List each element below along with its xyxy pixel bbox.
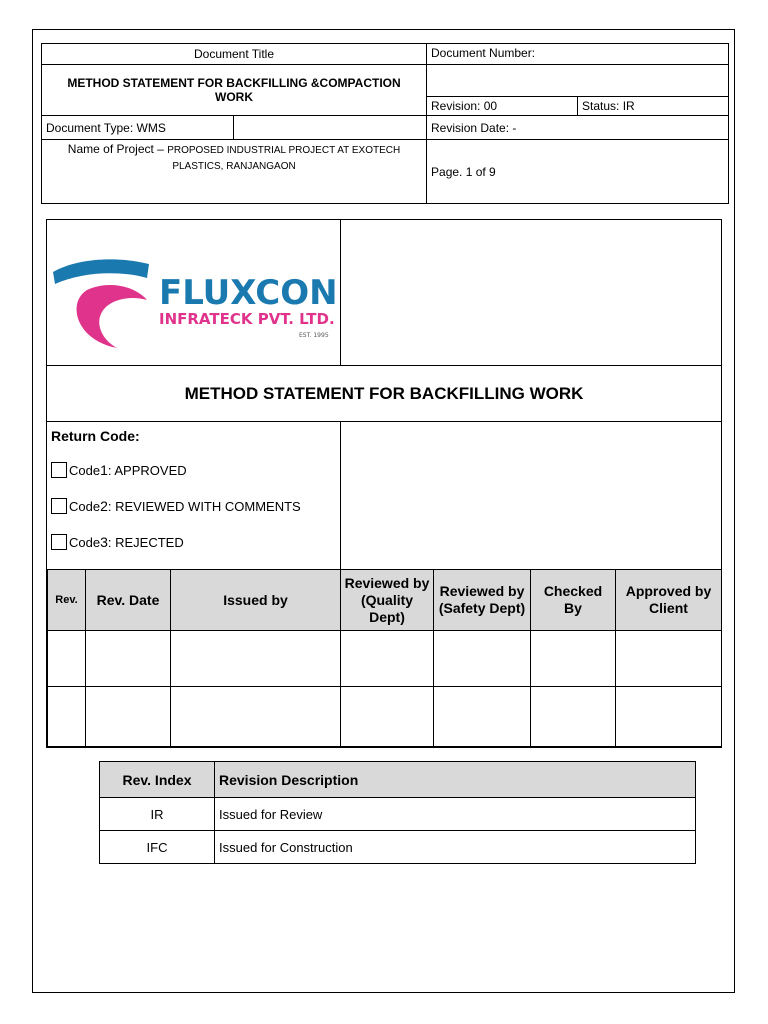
logo-swoosh-pink [77,285,147,348]
code-1-prefix: Code [69,462,101,478]
table-row [100,798,696,831]
doc-number-label: Document Number: [427,44,729,65]
code-3-num: 3 [100,534,108,550]
table-cell [434,687,531,747]
revision-description-cell: Issued for Construction [215,831,696,864]
company-logo [47,220,341,366]
rev-index-header: Rev. Index [100,762,215,798]
revision-table [47,569,722,747]
doc-type-empty [234,116,427,140]
main-box [46,219,722,748]
logo-est-text: EST. 1995 [299,332,329,339]
table-cell [86,687,171,747]
table-cell [48,631,86,687]
project-cell [42,140,427,204]
rev-date-header: Rev. Date [86,570,171,631]
table-row [100,831,696,864]
code-3-row [51,534,184,550]
table-row [48,631,722,687]
table-cell [616,687,722,747]
table-cell [341,631,434,687]
table-cell [86,631,171,687]
rev-header: Rev. [48,570,86,631]
logo-company-text: FLUXCON [159,273,338,313]
document-title: METHOD STATEMENT FOR BACKFILLING &COMPACTION WORK [42,65,427,116]
doc-title-label: Document Title [42,44,427,65]
revision-cell: Revision: 00 [427,97,578,116]
logo-subtitle-text: INFRATECK PVT. LTD. [159,310,335,328]
table-cell [434,631,531,687]
code-3-checkbox[interactable] [51,534,67,550]
page-cell: Page. 1 of 9 [427,140,729,204]
revision-description-cell: Issued for Review [215,798,696,831]
approved-by-header: Approved by Client [616,570,722,631]
checked-by-header: Checked By [531,570,616,631]
return-code-title: Return Code: [51,428,140,444]
code-2-prefix: Code [69,498,101,514]
project-label: Name of Project – [67,142,164,156]
revision-index-table [99,761,696,864]
logo-swoosh-blue [53,259,149,284]
table-cell [171,687,341,747]
table-cell [531,687,616,747]
code-3-label: : REJECTED [107,534,184,550]
reviewed-safety-header: Reviewed by (Safety Dept) [434,570,531,631]
rev-index-cell: IFC [100,831,215,864]
code-1-checkbox[interactable] [51,462,67,478]
code-3-prefix: Code [69,534,101,550]
table-cell [341,687,434,747]
table-cell [171,631,341,687]
revision-date-cell: Revision Date: - [427,116,729,140]
table-row [48,687,722,747]
code-2-checkbox[interactable] [51,498,67,514]
code-2-num: 2 [100,498,108,514]
issued-by-header: Issued by [171,570,341,631]
logo-right-blank [341,220,721,366]
doc-number-value [427,65,729,97]
code-1-label: : APPROVED [107,462,187,478]
header-table [41,43,729,204]
code-1-num: 1 [100,462,108,478]
doc-type-cell: Document Type: WMS [42,116,234,140]
table-cell [616,631,722,687]
status-cell: Status: IR [578,97,729,116]
reviewed-quality-header: Reviewed by (Quality Dept) [341,570,434,631]
table-cell [531,631,616,687]
project-name: PROPOSED INDUSTRIAL PROJECT AT EXOTECH PLASTICS, RANJANGAON [167,145,401,172]
rev-index-cell: IR [100,798,215,831]
table-cell [48,687,86,747]
revision-description-header: Revision Description [215,762,696,798]
method-statement-title: METHOD STATEMENT FOR BACKFILLING WORK [47,366,721,422]
code-2-label: : REVIEWED WITH COMMENTS [107,498,301,514]
return-code-box [47,422,341,569]
code-1-row [51,462,187,478]
code-2-row [51,498,301,514]
logo-cell [47,220,341,366]
